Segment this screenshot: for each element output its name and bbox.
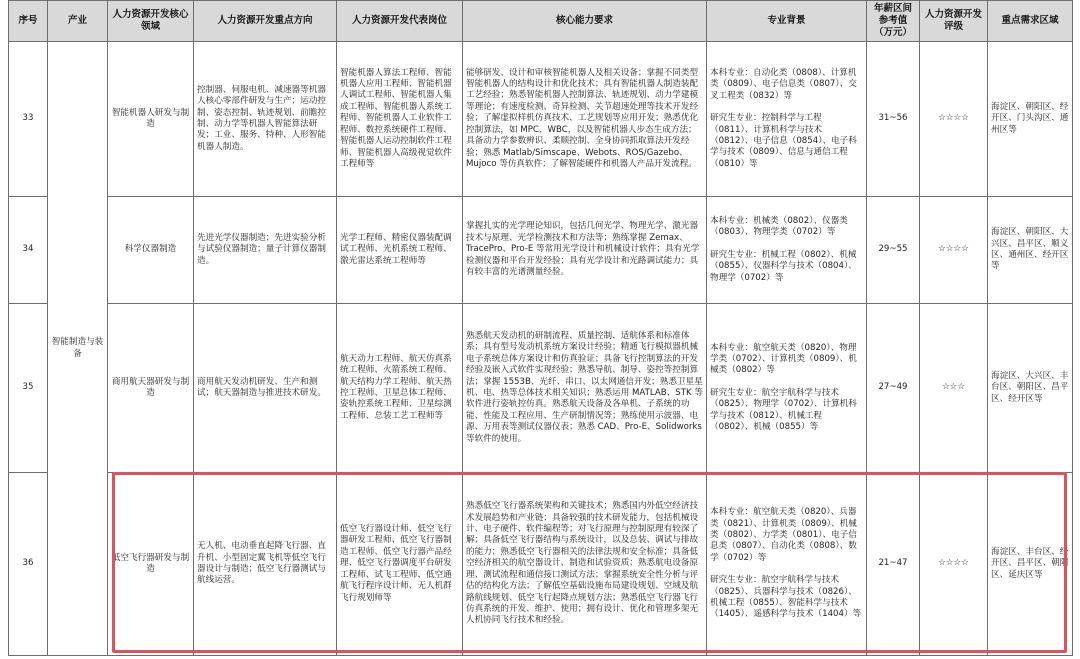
major-postgrad: 研究生专业：航空宇航科学与技术（0825）、物理学（0702）、计算机科学与技术（0812）、机械工程（0802）、机械（0855）等 <box>710 387 857 433</box>
header-posts: 人力资源开发代表岗位 <box>337 1 463 42</box>
table-row <box>9 473 1073 656</box>
row-region: 海淀区、大兴区、丰台区、朝阳区、昌平区、经开区等 <box>988 304 1073 473</box>
row-posts: 智能机器人算法工程师、智能机器人应用工程师、智能机器人调试工程师、智能机器人集成工程师、智能机器人系统工程师、智能机器人工业软件工程师、数控系统硬件工程师、智能机器人运动控制软件工程师、智能机器人高级视觉软件工程师等 <box>337 42 463 197</box>
row-seq: 34 <box>9 197 48 304</box>
row-ability: 掌握扎实的光学理论知识，包括几何光学、物理光学、激光器技术与原理、光学检测技术和方法等；熟练掌握 Zemax、TracePro、Pro-E 等常用光学设计和机械设计软件；具有光学检测仪器和平台开发经验；具有光学设计和光路调试能力；具有较丰富的光谱测量经验。 <box>463 197 707 304</box>
major-postgrad: 研究生专业：控制科学与工程（0811）、计算机科学与技术（0812）、电子信息（0854）、电子科学与技术（0809）、信息与通信工程（0810）等 <box>710 113 857 169</box>
table-row <box>9 42 1073 197</box>
table-row <box>9 197 1073 304</box>
row-seq: 33 <box>9 42 48 197</box>
row-major <box>707 304 867 473</box>
row-ability: 能够研发、设计和审核智能机器人及相关设备；掌握不同类型智能机器人的结构设计和优化技术；具有智能机器人制造装配工艺经验；熟悉智能机器人控制算法、轨迹规划、动力学建模等理论；有速度检测、奇异检测、关节超速处理等技术开发经验；了解虚拟样机仿真技术、工艺规划等应用开发；熟悉优化控制算法，如 MPC、WBC，以及智能机器人步态生成方法；具备动力学参数辨识、柔顺控制、全身协同抓取算法开发经验；熟悉 Matlab/Simscape、Webots、ROS/Gazebo、Mujoco 等仿真软件；了解智能硬件和机器人产品开发流程。 <box>463 42 707 197</box>
row-major <box>707 473 867 656</box>
talent-development-table <box>8 0 1073 656</box>
row-domain: 科学仪器制造 <box>108 197 194 304</box>
header-region: 重点需求区域 <box>988 1 1073 42</box>
row-posts: 光学工程师、精密仪器装配调试工程师、光机系统工程师、激光雷达系统工程师等 <box>337 197 463 304</box>
industry-cell: 智能制造与装备 <box>48 42 108 656</box>
row-major <box>707 197 867 304</box>
row-rating: ☆☆☆☆ <box>920 197 988 304</box>
header-direction: 人力资源开发重点方向 <box>194 1 337 42</box>
row-posts: 低空飞行器设计师、低空飞行器研发工程师、低空飞行器制造工程师、低空飞行器产品经理、低空飞行器调度平台研发工程师、试飞工程师、低空通航飞行程序设计师、无人机群飞行规划师等 <box>337 473 463 656</box>
table-header-row <box>9 1 1073 42</box>
row-region: 海淀区、丰台区、经开区、昌平区、朝阳区、延庆区等 <box>988 473 1073 656</box>
major-postgrad: 研究生专业：机械工程（0802）、机械（0855）、仪器科学与技术（0804）、物理学（0702）等 <box>710 249 857 283</box>
header-rating: 人力资源开发评级 <box>920 1 988 42</box>
header-ability: 核心能力要求 <box>463 1 707 42</box>
row-rating: ☆☆☆ <box>920 304 988 473</box>
row-rating: ☆☆☆☆ <box>920 42 988 197</box>
row-direction: 商用航天发动机研发、生产和测试；航天器制造与推进技术研发。 <box>194 304 337 473</box>
row-direction: 控制器、伺服电机、减速器等机器人核心零部件研发与生产；运动控制、姿态控制、轨迹规划、前瞻控制、动力学等机器人智能算法研发；工业、服务、特种、人形智能机器人制造。 <box>194 42 337 197</box>
row-posts: 航天动力工程师、航天仿真系统工程师、火箭系统工程师、航天结构力学工程师、航天热控工程师、卫星总体工程师、姿轨控系统工程师、卫星综测工程师、总装工艺工程师等 <box>337 304 463 473</box>
major-undergrad: 本科专业：机械类（0802）、仪器类（0803）、物理学类（0702）等 <box>710 215 848 238</box>
header-industry: 产业 <box>48 1 108 42</box>
row-salary: 21~47 <box>867 473 920 656</box>
header-seq: 序号 <box>9 1 48 42</box>
header-salary: 年薪区间参考值（万元） <box>867 1 920 42</box>
major-undergrad: 本科专业：自动化类（0808）、计算机类（0809）、电子信息类（0807）、交叉工程类（0832）等 <box>710 67 857 101</box>
row-ability: 熟悉航天发动机的研制流程、质量控制、适航体系和标准体系；具有型号发动机系统方案设计经验；精通飞行模拟器机械电子系统总体方案设计和仿真验证；具备飞行控制算法的开发经验及嵌入式软件实现经验；熟悉导航、制导、姿控等控制算法；掌握 1553B、光纤、串口、以太网通信开发；熟悉卫星星机、电、热等总体技术相关知识；熟悉运用 MATLAB、STK 等软件进行姿轨控仿真。熟悉航天设备及各单机、子系统的功能、性能及工程应用、生产研制情况等；熟练使用示波器、电源、万用表等测试仪器仪表；熟悉 CAD、Pro-E、Solidworks 等软件的使用。 <box>463 304 707 473</box>
row-direction: 无人机、电动垂直起降飞行器、直升机、小型固定翼飞机等低空飞行器设计与制造；低空飞行器测试与航线运营。 <box>194 473 337 656</box>
row-domain: 低空飞行器研发与制造 <box>108 473 194 656</box>
row-seq: 36 <box>9 473 48 656</box>
row-salary: 29~55 <box>867 197 920 304</box>
header-major: 专业背景 <box>707 1 867 42</box>
major-undergrad: 本科专业：航空航天类（0820）、兵器类（0821）、计算机类（0809）、机械类（0802）、力学类（0801）、电子信息类（0807）、自动化类（0808）、数学（0702）等 <box>710 507 857 563</box>
header-domain: 人力资源开发核心领域 <box>108 1 194 42</box>
row-rating: ☆☆☆☆ <box>920 473 988 656</box>
row-region: 海淀区、朝阳区、大兴区、昌平区、顺义区、通州区、经开区等 <box>988 197 1073 304</box>
row-salary: 31~56 <box>867 42 920 197</box>
row-region: 海淀区、朝阳区、经开区、门头沟区、通州区等 <box>988 42 1073 197</box>
major-undergrad: 本科专业：航空航天类（0820）、物理学类（0702）、计算机类（0809）、机械类（0802）等 <box>710 342 857 376</box>
row-ability: 熟悉低空飞行器系统架构和关键技术；熟悉国内外低空经济技术发展趋势和产业链；具备较强的技术研发能力，包括机械设计、电子硬件、软件编程等；对飞行原理与控制原理有较深了解；具备低空飞行器结构与系统设计，以及总装、调试与排故的能力；熟悉低空飞行器相关的法律法规和安全标准；具备低空经济相关的航空器设计、制造和试验资质；熟悉航电设备原理、测试流程和通信接口测试方法；掌握系统安全性分析与评估的结构化方法；了解低空基础设施布局建设规划、空域及航路航线规划、低空飞行起降点规划方法；熟悉低空飞行器飞行仿真系统的开发、维护、使用；拥有设计、优化和管理多架无人机协同飞行技术和经验。 <box>463 473 707 656</box>
row-seq: 35 <box>9 304 48 473</box>
table-row <box>9 304 1073 473</box>
major-postgrad: 研究生专业：航空宇航科学与技术（0825）、兵器科学与技术（0826）、机械工程（0855）、智能科学与技术（1405）、遥感科学与技术（1404）等 <box>710 575 862 620</box>
row-domain: 商用航天器研发与制造 <box>108 304 194 473</box>
row-salary: 27~49 <box>867 304 920 473</box>
row-direction: 先进光学仪器制造；先进实验分析与试验仪器制造；量子计算仪器制造。 <box>194 197 337 304</box>
row-domain: 智能机器人研发与制造 <box>108 42 194 197</box>
row-major <box>707 42 867 197</box>
